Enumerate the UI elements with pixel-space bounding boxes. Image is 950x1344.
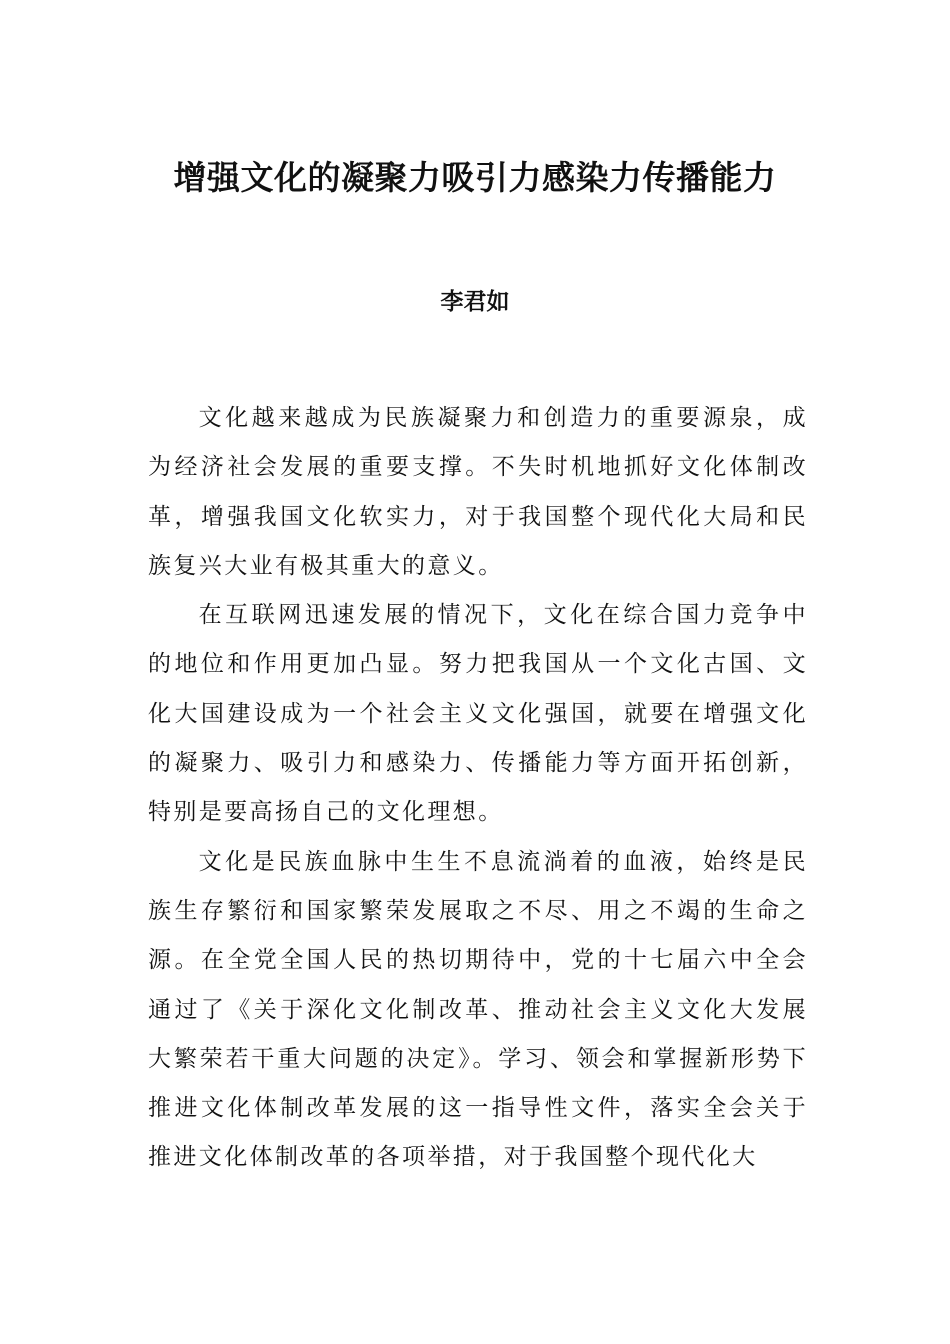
paragraph-2: 在互联网迅速发展的情况下，文化在综合国力竞争中的地位和作用更加凸显。努力把我国从一个文化古国、文化大国建设成为一个社会主义文化强国，就要在增强文化的凝聚力、吸引力和感染力、传播能力等方面开拓创新，特别是要高扬自己的文化理想。 [148, 602, 808, 826]
document-title: 增强文化的凝聚力吸引力感染力传播能力 [173, 158, 777, 197]
document-author: 李君如 [440, 288, 510, 315]
document-body [148, 394, 808, 1183]
paragraph-1: 文化越来越成为民族凝聚力和创造力的重要源泉，成为经济社会发展的重要支撑。不失时机地抓好文化体制改革，增强我国文化软实力，对于我国整个现代化大局和民族复兴大业有极其重大的意义。 [148, 405, 808, 579]
paragraph-3: 文化是民族血脉中生生不息流淌着的血液，始终是民族生存繁衍和国家繁荣发展取之不尽、用之不竭的生命之源。在全党全国人民的热切期待中，党的十七届六中全会通过了《关于深化文化制改革、推动社会主义文化大发展大繁荣若干重大问题的决定》。学习、领会和掌握新形势下推进文化体制改革发展的这一指导性文件，落实全会关于推进文化体制改革的各项举措，对于我国整个现代化大 [148, 848, 808, 1171]
